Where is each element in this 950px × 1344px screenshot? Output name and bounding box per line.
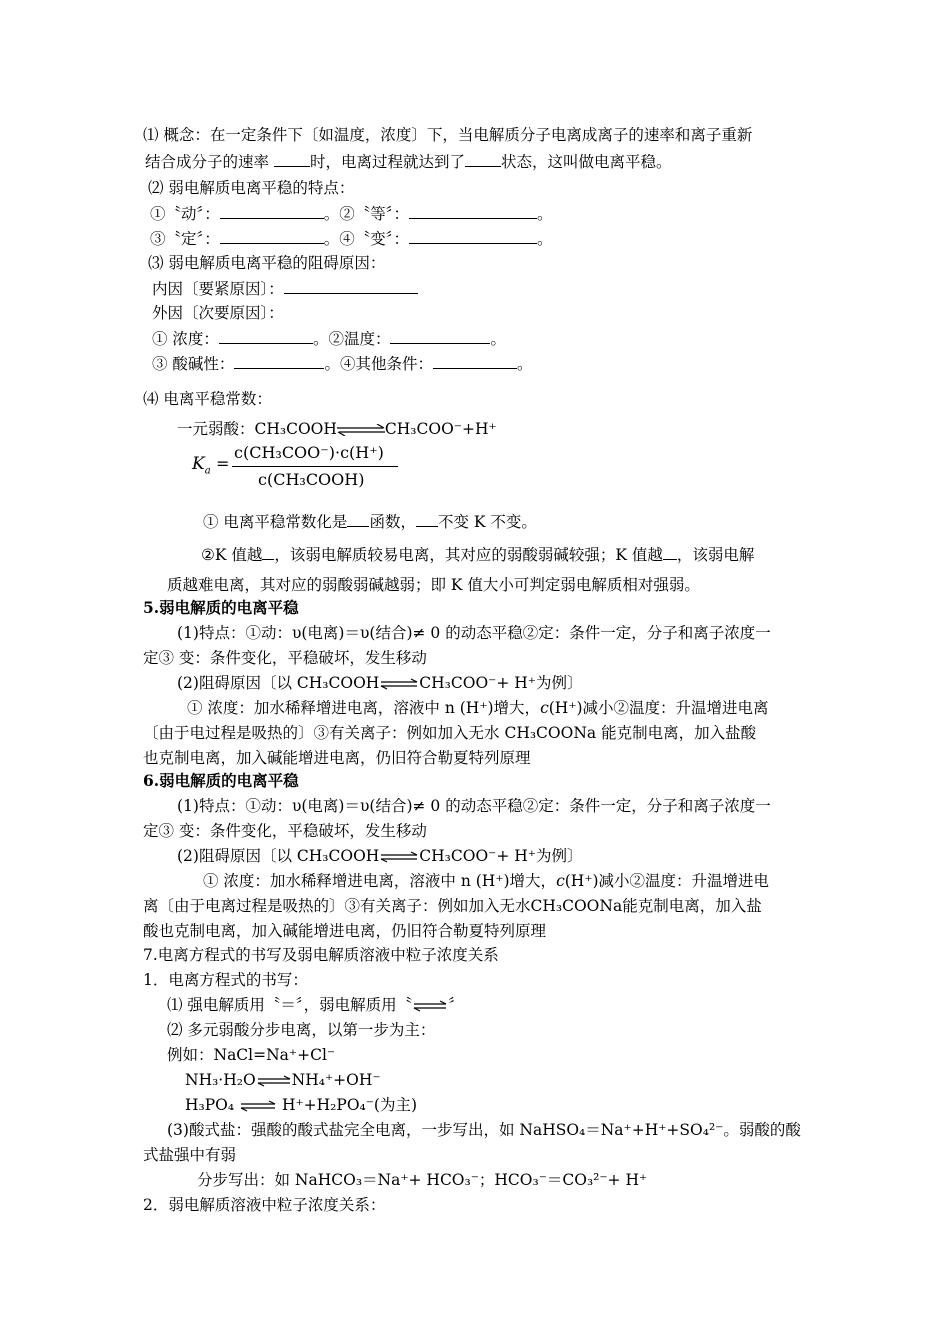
text: c	[540, 699, 549, 717]
text: ③ 酸碱性：	[152, 355, 235, 373]
formula: CH₃COO⁻+H⁺	[384, 420, 497, 438]
formula: H⁺+H₂PO₄⁻(为主)	[281, 1096, 418, 1114]
text: 〞	[448, 996, 464, 1014]
constant-note-2	[201, 544, 754, 565]
text: ⑴ 强电解质用〝＝〞，弱电解质用〝	[167, 996, 413, 1014]
example-nacl: 例如：NaCl=Na⁺+Cl⁻	[167, 1046, 336, 1064]
text: ① 浓度：加水稀释增进电离，溶液中 n (H⁺)增大，	[203, 872, 557, 890]
equilibrium-arrow-icon	[412, 1000, 448, 1012]
features-line-2	[150, 228, 553, 249]
text: 函数，	[369, 513, 416, 531]
text: ①〝动〞：	[150, 205, 220, 223]
formula: CH₃COOH	[254, 420, 337, 438]
text: (2)阻碍原因〔以	[177, 847, 292, 865]
text: 一元弱酸：	[177, 420, 255, 438]
text: 〔由于电过程是吸热的〕③有关离子：例如加入无水	[143, 724, 500, 742]
text: ① 浓度：	[152, 330, 219, 348]
text: 。	[537, 205, 553, 223]
blank	[219, 328, 313, 344]
text: 。	[516, 355, 533, 373]
equilibrium-arrow-icon	[239, 1100, 277, 1112]
writing-heading: 1．电离方程式的书写：	[143, 971, 308, 989]
blank	[409, 203, 537, 219]
s6-concentration-line	[203, 871, 769, 891]
s5-factor-line	[177, 673, 582, 693]
s5-concentration-line	[187, 698, 769, 718]
section-7-title: 7.电离方程式的书写及弱电解质溶液中粒子浓度关系	[143, 946, 499, 964]
acid-salt-line-3: 分步写出：如 NaHCO₃＝Na⁺+ HCO₃⁻；HCO₃⁻＝CO₃²⁻+ H⁺	[197, 1171, 648, 1189]
equilibrium-arrow-icon	[337, 424, 385, 436]
text: 。④〝变〞：	[323, 230, 410, 248]
blank	[409, 228, 537, 244]
formula: NH₄⁺+OH⁻	[291, 1071, 381, 1089]
s5-feature-line-1: (1)特点：①动：υ(电离)＝υ(结合)≠ 0 的动态平稳②定：条件一定，分子和离子浓度一	[177, 624, 771, 642]
text: ，该弱电解	[676, 546, 755, 564]
formula: CH₃COOH	[296, 847, 380, 865]
text: 状态，这叫做电离平稳。	[500, 153, 672, 171]
blank	[433, 353, 517, 369]
s6-feature-line-1: (1)特点：①动：υ(电离)＝υ(结合)≠ 0 的动态平稳②定：条件一定，分子和离子浓度一	[177, 797, 771, 815]
blank	[234, 353, 324, 369]
text: ，该弱电解质较易电离，其对应的弱酸弱碱较强；K 值越	[274, 546, 663, 564]
equals-sign: =	[216, 454, 230, 473]
text: 能克制电离，加入盐酸	[601, 724, 757, 742]
section-6-title: 6.弱电解质的电离平稳	[143, 771, 299, 790]
section-5-title: 5.弱电解质的电离平稳	[143, 598, 299, 617]
text: 为例〕	[535, 847, 583, 865]
features-heading: ⑵ 弱电解质电离平稳的特点：	[148, 179, 355, 197]
concept-line-1: ⑴ 概念：在一定条件下〔如温度，浓度〕下，当电解质分子电离成离子的速率和离子重新	[143, 126, 753, 144]
text: (H⁺)减小②温度：升温增进电离	[548, 699, 769, 717]
acid-salt-line-2: 式盐强中有弱	[143, 1146, 237, 1164]
s6-ion-line	[143, 896, 762, 916]
text: 。②温度：	[312, 330, 391, 348]
text: 内因〔要紧原因〕：	[152, 280, 284, 298]
formula: CH₃COONa	[530, 897, 623, 915]
text: 结合成分子的速率	[145, 153, 274, 171]
internal-factor	[152, 278, 418, 299]
features-line-1	[150, 203, 553, 224]
text: 。	[537, 230, 553, 248]
formula: CH₃COOH	[296, 674, 380, 692]
formula: CH₃COONa	[504, 724, 597, 742]
ka-denominator: c(CH₃COOH)	[258, 470, 365, 489]
example-h3po4	[185, 1095, 417, 1115]
blank	[262, 544, 274, 560]
writing-rule-2: ⑵ 多元弱酸分步电离，以第一步为主：	[167, 1021, 436, 1039]
blank	[390, 328, 490, 344]
ka-numerator: c(CH₃COO⁻)·c(H⁺)	[234, 443, 384, 462]
blank	[284, 278, 418, 294]
text: ① 浓度：加水稀释增进电离，溶液中 n (H⁺)增大，	[187, 699, 541, 717]
external-factor: 外因〔次要原因〕：	[152, 304, 284, 322]
factor-line-2	[152, 353, 532, 374]
writing-rule-1	[167, 995, 464, 1015]
text: ③〝定〞：	[150, 230, 220, 248]
example-nh3	[185, 1070, 381, 1090]
equilibrium-arrow-icon	[256, 1075, 292, 1087]
text: 时，电离过程就达到了	[309, 153, 465, 171]
blank	[220, 203, 324, 219]
text: 能克制电离，加入盐	[622, 897, 762, 915]
s6-factor-line	[177, 846, 582, 866]
text: 。	[490, 330, 506, 348]
blank	[220, 228, 324, 244]
s5-last-line: 也克制电离，加入碱能增进电离，仍旧符合勒夏特列原理	[143, 749, 531, 767]
acid-salt-line-1: (3)酸式盐：强酸的酸式盐完全电离，一步写出，如 NaHSO₄＝Na⁺+H⁺+SO₄²⁻。弱酸的酸	[167, 1121, 801, 1139]
blank	[465, 151, 501, 167]
formula: CH₃COO⁻+ H⁺	[419, 674, 536, 692]
equilibrium-arrow-icon	[379, 678, 419, 690]
weak-acid-equation	[177, 419, 497, 439]
s6-last-line: 酸也克制电离，加入碱能增进电离，仍旧符合勒夏特列原理	[143, 922, 547, 940]
blank	[416, 511, 438, 527]
s5-feature-line-2: 定③ 变：条件变化，平稳破坏，发生移动	[143, 649, 427, 667]
text: 。④其他条件：	[324, 355, 433, 373]
text: K	[192, 454, 205, 474]
text: ① 电离平稳常数化是	[203, 513, 348, 531]
formula: H₃PO₄	[185, 1096, 235, 1114]
ka-symbol	[192, 454, 211, 477]
fraction-bar	[232, 466, 398, 467]
blank	[274, 151, 310, 167]
subscript: a	[204, 465, 211, 477]
factor-line-1	[152, 328, 506, 349]
formula: CH₃COO⁻+ H⁺	[419, 847, 536, 865]
constant-note-3: 质越难电离，其对应的弱酸弱碱越弱；即 K 值大小可判定弱电解质相对强弱。	[167, 576, 700, 594]
factors-heading: ⑶ 弱电解质电离平稳的阻碍原因：	[148, 254, 386, 272]
text: 。②〝等〞：	[323, 205, 410, 223]
blank	[663, 544, 677, 560]
text: 不变 K 不变。	[437, 513, 537, 531]
s5-ion-line	[143, 723, 756, 743]
blank	[347, 511, 369, 527]
text: 为例〕	[535, 674, 583, 692]
s6-feature-line-2: 定③ 变：条件变化，平稳破坏，发生移动	[143, 822, 427, 840]
concept-line-2	[145, 151, 671, 172]
formula: NH₃·H₂O	[185, 1071, 256, 1089]
text: (H⁺)减小②温度：升温增进电	[564, 872, 770, 890]
text: c	[556, 872, 565, 890]
ionization-constant-heading: ⑷ 电离平稳常数：	[143, 390, 272, 408]
text: ②K 值越	[201, 546, 263, 564]
concentration-heading: 2．弱电解质溶液中粒子浓度关系：	[143, 1196, 386, 1214]
text: (2)阻碍原因〔以	[177, 674, 292, 692]
equilibrium-arrow-icon	[379, 851, 419, 863]
constant-note-1	[203, 511, 537, 532]
text: 离〔由于电离过程是吸热的〕③有关离子：例如加入无水	[143, 897, 531, 915]
